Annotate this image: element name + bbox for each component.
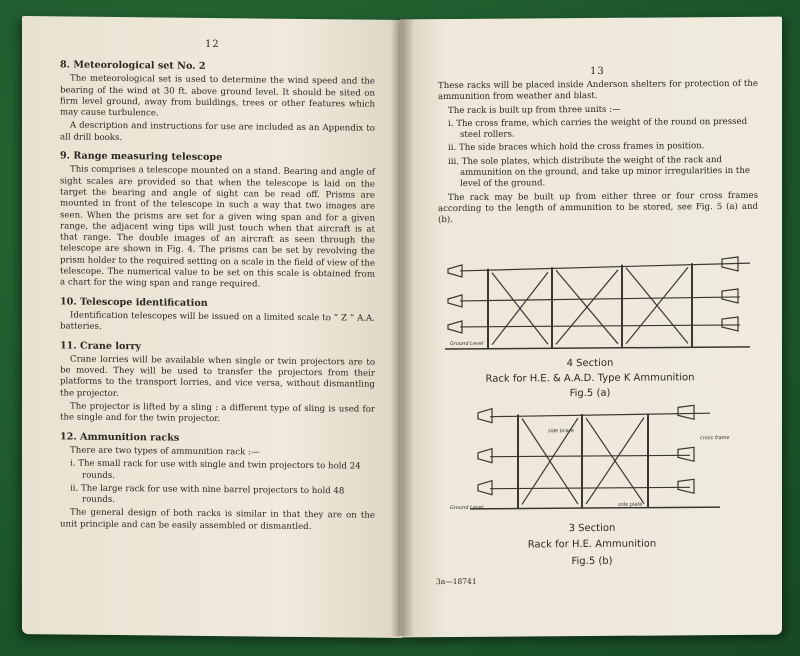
round-tip bbox=[448, 265, 462, 277]
list-item: iii. The sole plates, which distribute the weight of the rack and ammunition on the ground, and take up minor irregularities in the level of the ground. bbox=[448, 154, 750, 190]
ground-level-label: Ground Level bbox=[450, 340, 484, 347]
round-tip bbox=[478, 409, 492, 423]
list-item: ii. The large rack for use with nine barrel projectors to hold 48 rounds. bbox=[70, 483, 345, 506]
print-reference-footer: 3a—18741 bbox=[436, 576, 477, 587]
list-item: i. The cross frame, which carries the weight of the round on pressed steel rollers. bbox=[448, 116, 748, 141]
paragraph: Identification telescopes will be issued on a limited scale to “ Z ” A.A. batteries. bbox=[60, 310, 375, 333]
list-item: ii. The side braces which hold the cross frames in position. bbox=[448, 141, 705, 154]
section-heading: 12. Ammunition racks bbox=[60, 431, 180, 444]
top-rail bbox=[490, 413, 710, 417]
top-rail bbox=[460, 263, 750, 271]
section-heading: 10. Telescope identification bbox=[60, 296, 208, 309]
paragraph: The projector is lifted by a sling : a different type of sling is used for the single and for the twin projector. bbox=[60, 401, 375, 425]
middle-rail bbox=[460, 297, 740, 301]
right-page-text bbox=[438, 79, 758, 229]
ground-line bbox=[470, 507, 720, 509]
round-tail bbox=[678, 447, 694, 461]
side-brace-label: side brace bbox=[548, 428, 574, 435]
figure-title: Rack for H.E. & A.A.D. Type K Ammunition bbox=[485, 372, 695, 385]
paragraph: Crane lorries will be available when single or twin projectors are to be moved. They will be used to transfer the projectors from their platforms to the transport lorries, and vice versa, without dismantling the projector. bbox=[60, 354, 375, 399]
rack-diagram-4-section bbox=[440, 255, 750, 359]
left-page bbox=[22, 16, 402, 638]
round-tail bbox=[722, 289, 738, 303]
sole-plate-label: sole plate bbox=[618, 501, 643, 508]
lower-rail bbox=[460, 325, 740, 327]
right-page-number: 13 bbox=[590, 65, 605, 78]
round-tail bbox=[722, 317, 738, 331]
section-heading: 11. Crane lorry bbox=[60, 339, 142, 352]
cross-frame-label: cross frame bbox=[700, 435, 730, 442]
figure-section-label: 4 Section bbox=[566, 357, 614, 370]
round-tip bbox=[478, 449, 492, 463]
section-heading: 9. Range measuring telescope bbox=[60, 150, 223, 164]
paragraph: These racks will be placed inside Anderson shelters for protection of the ammunition from weather and blast. bbox=[438, 78, 758, 103]
round-tail bbox=[678, 479, 694, 493]
round-tip bbox=[448, 321, 462, 333]
left-page-number: 12 bbox=[205, 38, 220, 51]
figure-number: Fig.5 (a) bbox=[569, 387, 611, 400]
figure-title: Rack for H.E. Ammunition bbox=[527, 538, 657, 551]
paragraph: There are two types of ammunition rack :— bbox=[70, 445, 260, 458]
section-heading: 8. Meteorological set No. 2 bbox=[60, 59, 206, 72]
paragraph: The rack is built up from three units :— bbox=[448, 104, 621, 116]
paragraph: The meteorological set is used to determine the wind speed and the bearing of the wind at 30 ft. above ground level. It should be sited on firm level ground, away from buildings, trees or other features which may cause turbulence. bbox=[60, 73, 375, 119]
round-tip bbox=[448, 295, 462, 307]
lower-rail bbox=[490, 487, 690, 488]
open-booklet bbox=[22, 18, 782, 636]
figure-section-label: 3 Section bbox=[568, 522, 616, 535]
paragraph: This comprises a telescope mounted on a stand. Bearing and angle of sight scales are provided so that when the telescope is laid on the target the bearing and angle of sight can be read off. Prisms are mounted in front of the telescope in such a way that two images are seen. When the prisms are set for a given wing span and for a given range, the adjacent wing tips will just touch when that aircraft is at that range. The double images of an aircraft as seen through the telescope are shown in Fig. 4. The prisms can be set by revolving the prism holder to the required setting on a scale in the field of view of the telescope. The numerical value to be set on this scale is obtained from a chart for the wing span and range required. bbox=[60, 164, 375, 290]
round-tip bbox=[478, 481, 492, 495]
book-spine-gutter bbox=[390, 18, 414, 636]
ground-line bbox=[445, 347, 750, 349]
paragraph: The rack may be built up from either three or four cross frames according to the length of ammunition to be stored, see Fig. 5 (a) and (b). bbox=[438, 190, 758, 226]
round-tail bbox=[678, 405, 694, 419]
left-page-text bbox=[60, 52, 375, 535]
figure-number: Fig.5 (b) bbox=[571, 555, 613, 568]
ground-level-label: Ground Level bbox=[450, 504, 484, 511]
middle-rail bbox=[490, 455, 690, 456]
paragraph: The general design of both racks is similar in that they are on the unit principle and can be easily assembled or dismantled. bbox=[60, 507, 375, 532]
rack-diagram-3-section bbox=[470, 403, 730, 515]
list-item: i. The small rack for use with single and twin projectors to hold 24 rounds. bbox=[70, 458, 361, 481]
right-page bbox=[400, 17, 782, 638]
paragraph: A description and instructions for use are included as an Appendix to all drill books. bbox=[60, 120, 375, 143]
